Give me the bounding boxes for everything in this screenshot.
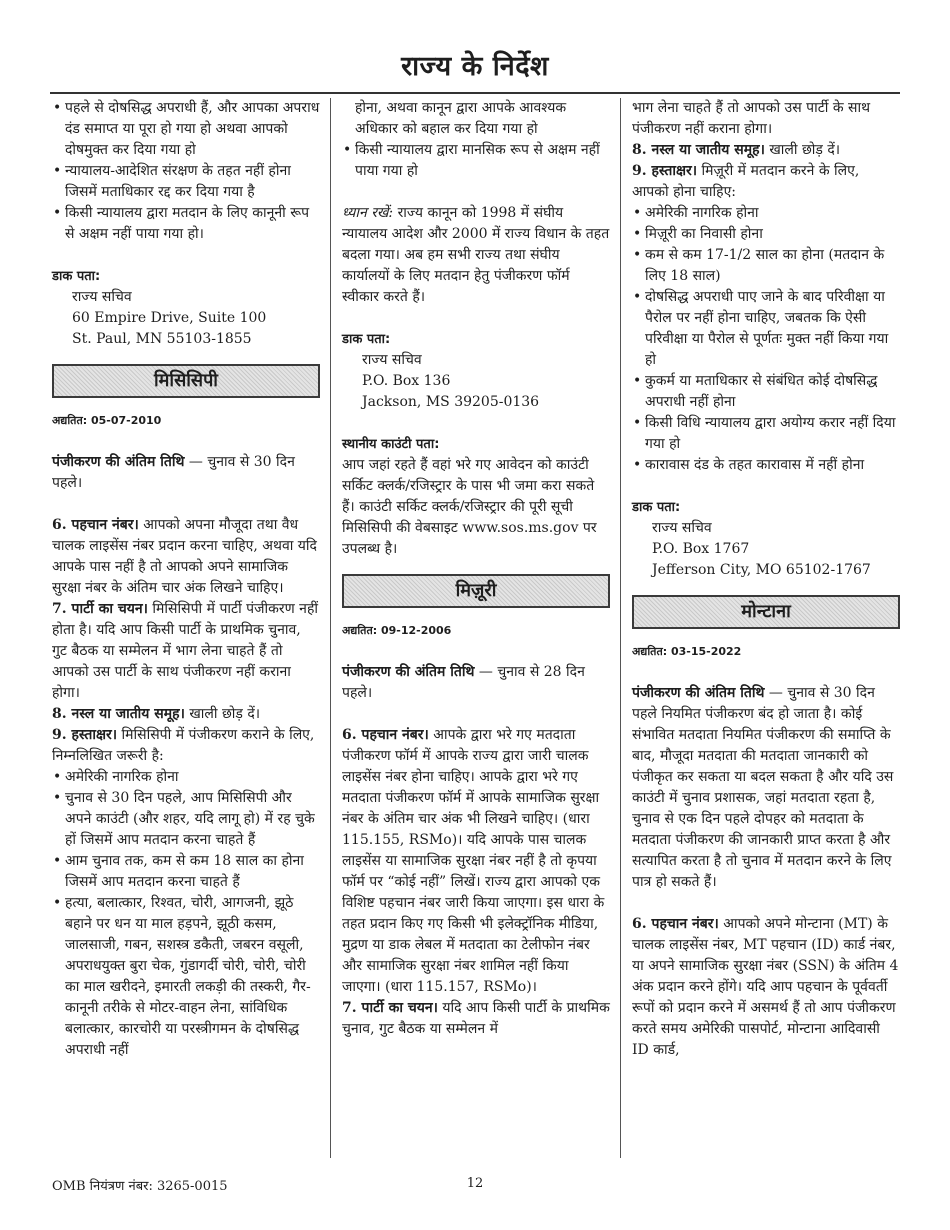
list-item: • किसी न्यायालय द्वारा मतदान के लिए कानूनी रूप से अक्षम नहीं पाया गया हो।	[52, 203, 320, 245]
note-text: राज्य कानून को 1998 में संघीय न्यायालय आदेश और 2000 में राज्य विधान के तहत बदला गया। अब हम सभी राज्य तथा संघीय कार्यालयों के लिए मतदान हेतु पंजीकरण फॉर्म स्वीकार करते हैं।	[342, 205, 610, 305]
list-item: • कम से कम 17-1/2 साल का होना (मतदान के लिए 18 साल)	[632, 245, 900, 287]
state-header-missouri: मिज़ूरी	[342, 574, 610, 608]
requirements-list	[52, 767, 320, 1061]
list-item: • किसी विधि न्यायालय द्वारा अयोग्य करार नहीं दिया गया हो	[632, 413, 900, 455]
deadline-label: पंजीकरण की अंतिम तिथि	[52, 454, 185, 470]
list-item: • कुकर्म या मताधिकार से संबंधित कोई दोषसिद्ध अपराधी नहीं होना	[632, 371, 900, 413]
item-8-label: 8. नस्ल या जातीय समूह।	[52, 706, 185, 722]
deadline-label: पंजीकरण की अंतिम तिथि	[632, 685, 765, 701]
mail-address-heading: डाक पता:	[632, 500, 681, 515]
page-number: 12	[466, 1176, 484, 1191]
item-6-label: 6. पहचान नंबर।	[52, 517, 139, 533]
item-6-text: आपके द्वारा भरे गए मतदाता पंजीकरण फॉर्म में आपके राज्य द्वारा जारी चालक लाइसेंस नंबर होना चाहिए। आपके द्वारा भरे गए मतदाता पंजीकरण फॉर्म में आपके सामाजिक सुरक्षा नंबर के अंतिम चार अंक भी लिखने चाहिए। (धारा 115.155, RSMo)। यदि आपके पास चालक लाइसेंस या सामाजिक सुरक्षा नंबर नहीं है तो कृपया फॉर्म पर “कोई नहीं” लिखें। राज्य द्वारा आपको एक विशिष्ट पहचान नंबर जारी किया जाएगा। इस धारा के तहत प्रदान किए गए किसी भी इलेक्ट्रॉनिक मीडिया, मुद्रण या डाक लेबल में मतदाता का टेलीफोन नंबर और सामाजिक सुरक्षा नंबर शामिल नहीं किया जाएगा। (धारा 115.157, RSMo)।	[342, 727, 605, 995]
updated-date: अद्यतित: 03-15-2022	[632, 645, 742, 658]
state-header-mississippi: मिसिसिपी	[52, 364, 320, 398]
item-7-text: मिसिसिपी में पार्टी पंजीकरण नहीं होता है। यदि आप किसी पार्टी के प्राथमिक चुनाव, गुट बैठक या सम्मेलन में भाग लेना चाहते हैं तो आपको उस पार्टी के साथ पंजीकरण नहीं कराना होगा।	[52, 601, 319, 701]
list-item: • न्यायालय-आदेशित संरक्षण के तहत नहीं होना जिसमें मताधिकार रद्द कर दिया गया है	[52, 161, 320, 203]
list-item: • किसी न्यायालय द्वारा मानसिक रूप से अक्षम नहीं पाया गया हो	[342, 140, 610, 182]
page-title: राज्य के निर्देश	[401, 51, 549, 82]
deadline-label: पंजीकरण की अंतिम तिथि	[342, 664, 475, 680]
item-9-label: 9. हस्ताक्षर।	[52, 727, 118, 743]
mail-address	[52, 287, 320, 350]
item-6-label: 6. पहचान नंबर।	[632, 916, 719, 932]
updated-date: अद्यतित: 09-12-2006	[342, 624, 452, 637]
item-9-text: मिसिसिपी में पंजीकरण कराने के लिए, निम्नलिखित जरूरी है:	[52, 727, 315, 764]
address-line: P.O. Box 136	[362, 373, 451, 389]
address-line: Jefferson City, MO 65102-1767	[652, 562, 871, 578]
item-7-label: 7. पार्टी का चयन।	[52, 601, 148, 617]
list-item: • मिज़ूरी का निवासी होना	[632, 224, 900, 245]
item-6-text: आपको अपने मोन्टाना (MT) के चालक लाइसेंस नंबर, MT पहचान (ID) कार्ड नंबर, या अपने सामाजिक सुरक्षा नंबर (SSN) के अंतिम 4 अंक प्रदान करने होंगे। यदि आप पहचान के पूर्ववर्ती रूपों को प्रदान करने में असमर्थ हैं तो आप पंजीकरण करते समय अमेरिकी पासपोर्ट, मोन्टाना आदिवासी ID कार्ड,	[632, 916, 899, 1058]
item-9-label: 9. हस्ताक्षर।	[632, 163, 698, 179]
continued-text: भाग लेना चाहते हैं तो आपको उस पार्टी के साथ पंजीकरण नहीं कराना होगा।	[632, 100, 871, 137]
updated-date: अद्यतित: 05-07-2010	[52, 414, 162, 427]
list-item: • हत्या, बलात्कार, रिश्वत, चोरी, आगजनी, झूठे बहाने पर धन या माल हड़पने, झूठी कसम, जालसाजी, गबन, सशस्त्र डकैती, जबरन वसूली, अपराधयुक्त बुरा चेक, गुंडागर्दी चोरी, चोरी, चोरी का माल खरीदने, इमारती लकड़ी की तस्करी, गैर-कानूनी तरीके से मोटर-वाहन लेना, सांविधिक बलात्कार, कारचोरी या परस्त्रीगमन के दोषसिद्ध अपराधी नहीं	[52, 893, 320, 1061]
list-item: • चुनाव से 30 दिन पहले, आप मिसिसिपी और अपने काउंटी (और शहर, यदि लागू हो) में रह चुके हों जिसमें आप मतदान करना चाहते हैं	[52, 788, 320, 851]
mail-address	[342, 350, 610, 413]
address-line: Jackson, MS 39205-0136	[362, 394, 540, 410]
mail-address-heading: डाक पता:	[52, 269, 101, 284]
mail-address-heading: डाक पता:	[342, 332, 391, 347]
list-item: • आम चुनाव तक, कम से कम 18 साल का होना जिसमें आप मतदान करना चाहते हैं	[52, 851, 320, 893]
address-line: 60 Empire Drive, Suite 100	[72, 310, 267, 326]
address-line: राज्य सचिव	[362, 352, 422, 368]
deadline-text: — चुनाव से 30 दिन पहले नियमित पंजीकरण बंद हो जाता है। कोई संभावित मतदाता नियमित पंजीकरण की समाप्ति के बाद, मौजूदा मतदाता की मतदाता जानकारी को पंजीकृत कर सकता या बदल सकता है और यदि उस काउंटी में चुनाव प्रशासक, जहां मतदाता रहता है, चुनाव से एक दिन पहले दोपहर को मतदाता के मतदाता पंजीकरण की जानकारी प्राप्त करता है और सत्यापित करता है तो चुनाव में मतदान करने के लिए पात्र हो सकते हैं।	[632, 685, 894, 890]
list-item: • कारावास दंड के तहत कारावास में नहीं होना	[632, 455, 900, 476]
requirements-list	[632, 203, 900, 476]
column-divider	[620, 98, 621, 1158]
address-line: राज्य सचिव	[652, 520, 712, 536]
column-3	[632, 98, 900, 1061]
address-line: राज्य सचिव	[72, 289, 132, 305]
list-item: • पहले से दोषसिद्ध अपराधी हैं, और आपका अपराध दंड समाप्त या पूरा हो गया हो अथवा आपको दोषमुक्त कर दिया गया हो	[52, 98, 320, 161]
item-8-text: खाली छोड़ दें।	[184, 706, 261, 722]
item-8-text: खाली छोड़ दें।	[764, 142, 841, 158]
column-1	[52, 98, 320, 1061]
list-item: • दोषसिद्ध अपराधी पाए जाने के बाद परिवीक्षा या पैरोल पर नहीं होना चाहिए, जबतक कि ऐसी परिवीक्षा या पैरोल से पूर्णतः मुक्त नहीं किया गया हो	[632, 287, 900, 371]
item-6-label: 6. पहचान नंबर।	[342, 727, 429, 743]
address-line: P.O. Box 1767	[652, 541, 750, 557]
eligibility-list	[52, 98, 320, 245]
note-label: ध्यान रखें:	[342, 205, 394, 221]
deadline-text: — चुनाव से 30 दिन पहले।	[52, 454, 295, 491]
address-line: St. Paul, MN 55103-1855	[72, 331, 252, 347]
item-7-label: 7. पार्टी का चयन।	[342, 1000, 438, 1016]
mail-address	[632, 518, 900, 581]
state-header-montana: मोन्टाना	[632, 595, 900, 629]
item-8-label: 8. नस्ल या जातीय समूह।	[632, 142, 765, 158]
column-divider	[330, 98, 331, 1158]
list-item: • अमेरिकी नागरिक होना	[52, 767, 320, 788]
title-divider	[50, 92, 900, 94]
item-9-text: मिज़ूरी में मतदान करने के लिए, आपको होना चाहिए:	[632, 163, 860, 200]
eligibility-list	[342, 140, 610, 182]
deadline-text: — चुनाव से 28 दिन पहले।	[342, 664, 585, 701]
continued-text: होना, अथवा कानून द्वारा आपके आवश्यक अधिकार को बहाल कर दिया गया हो	[355, 100, 567, 137]
omb-control-number: OMB नियंत्रण नंबर: 3265-0015	[52, 1179, 228, 1194]
list-item: • अमेरिकी नागरिक होना	[632, 203, 900, 224]
county-address-text: आप जहां रहते हैं वहां भरे गए आवेदन को काउंटी सर्किट क्लर्क/रजिस्ट्रार के पास भी जमा करा सकते हैं। काउंटी सर्किट क्लर्क/रजिस्ट्रार की पूरी सूची मिसिसिपी की वेबसाइट www.sos.ms.gov पर उपलब्ध है।	[342, 457, 597, 557]
item-7-text: यदि आप किसी पार्टी के प्राथमिक चुनाव, गुट बैठक या सम्मेलन में	[342, 1000, 610, 1037]
column-2	[342, 98, 610, 1040]
item-6-text: आपको अपना मौजूदा तथा वैध चालक लाइसेंस नंबर प्रदान करना चाहिए, अथवा यदि आपके पास नहीं है तो आपको अपने सामाजिक सुरक्षा नंबर के अंतिम चार अंक लिखने चाहिए।	[52, 517, 317, 596]
county-address-heading: स्थानीय काउंटी पता:	[342, 437, 440, 452]
